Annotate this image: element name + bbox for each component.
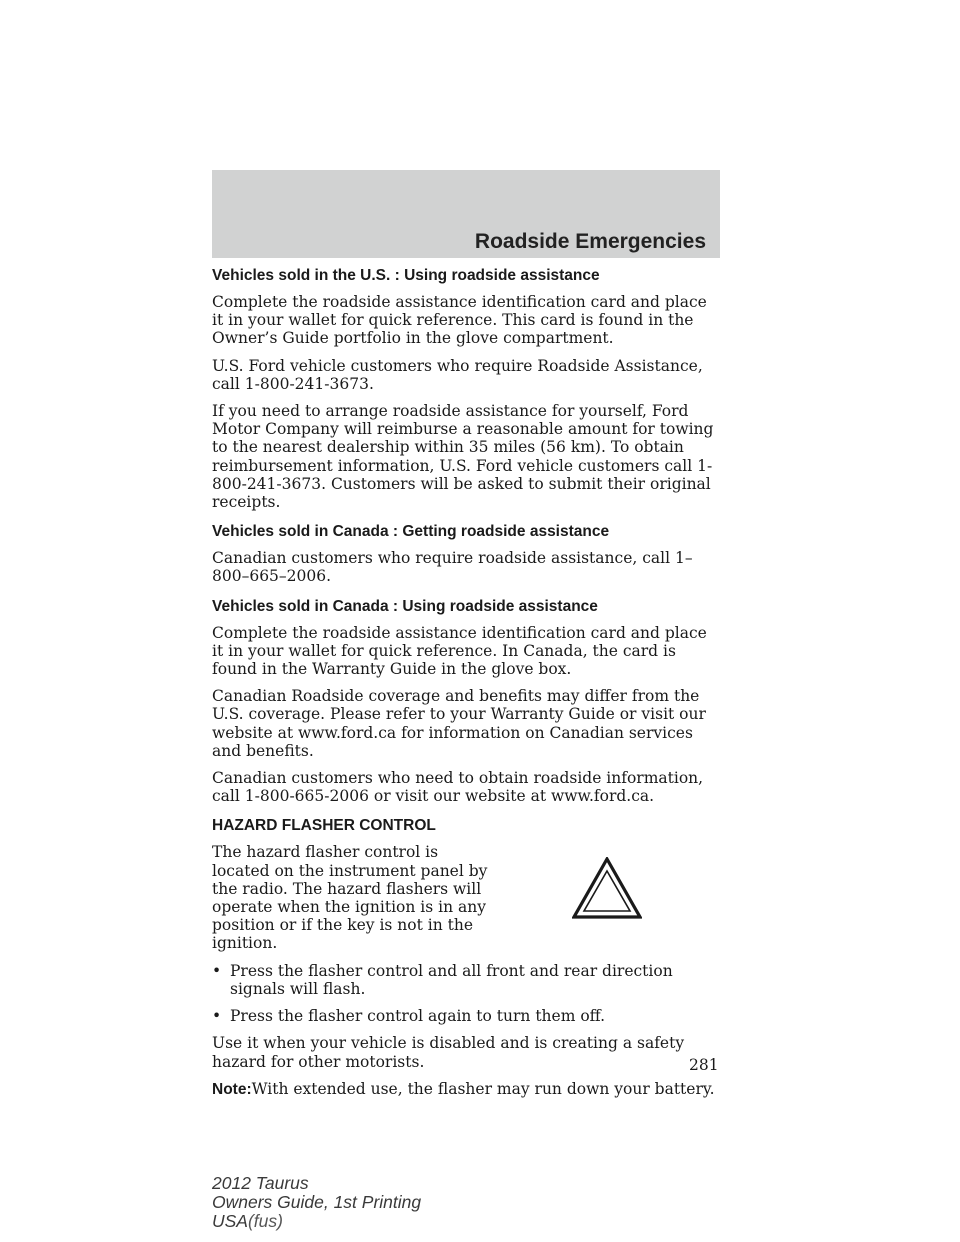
section-header-band [212,170,720,258]
hazard-intro-block [212,843,722,952]
canada-getting-paragraph-1: Canadian customers who require roadside assistance, call 1–800–665–2006. [212,549,693,586]
hazard-intro-paragraph: The hazard flasher control is located on the instrument panel by the radio. The hazard flashers will operate when the ignition is in any position or if the key is not in the ignition. [212,843,488,953]
section-title: Roadside Emergencies [474,230,706,253]
bullet-dot: • [212,1007,222,1026]
us-using-paragraph-2: U.S. Ford vehicle customers who require Roadside Assistance, call 1-800-241-3673. [212,356,703,393]
heading-hazard-flasher: HAZARD FLASHER CONTROL [212,817,436,835]
hazard-use-paragraph: Use it when your vehicle is disabled and is creating a safety hazard for other motorists. [212,1034,685,1071]
hazard-bullet-1 [212,962,722,998]
heading-canada-getting: Vehicles sold in Canada : Getting roadside assistance [212,523,610,541]
footer-line-3 [212,1212,421,1231]
us-using-paragraph-3: If you need to arrange roadside assistance for yourself, Ford Motor Company will reimburse a reasonable amount for towing to the nearest dealership within 35 miles (56 km). To obtain reimbursement information, U.S. Ford vehicle customers call 1-800-241-3673. Customers will be asked to submit their original receipts. [212,402,714,512]
hazard-triangle-icon [572,857,642,919]
page-content [212,266,722,1108]
footer-region-code: (fus) [247,1211,283,1231]
canada-using-paragraph-2: Canadian Roadside coverage and benefits may differ from the U.S. coverage. Please refer to your Warranty Guide or visit our website at www.ford.ca for information on Canadian services and benefits. [212,687,706,760]
canada-using-paragraph-1: Complete the roadside assistance identification card and place it in your wallet for quick reference. In Canada, the card is found in the Warranty Guide in the glove box. [212,623,707,679]
canada-using-paragraph-3: Canadian customers who need to obtain roadside information, call 1-800-665-2006 or visit our website at www.ford.ca. [212,769,704,806]
hazard-bullet-2-text: Press the flasher control again to turn them off. [230,1007,606,1026]
note-label: Note: [212,1080,252,1098]
page-number: 281 [689,1056,719,1074]
footer-line-1: 2012 Taurus [212,1173,309,1193]
heading-us-using: Vehicles sold in the U.S. : Using roadside assistance [212,267,600,284]
heading-canada-using: Vehicles sold in Canada : Using roadside assistance [212,597,598,615]
footer-edition [212,1174,421,1231]
hazard-bullet-2 [212,1007,722,1025]
us-using-paragraph-1: Complete the roadside assistance identification card and place it in your wallet for quick reference. This card is found in the Owner’s Guide portfolio in the glove compartment. [212,293,707,348]
footer-region: USA [212,1211,248,1231]
hazard-bullet-1-text: Press the flasher control and all front and rear direction signals will flash. [230,961,673,998]
hazard-note [212,1080,722,1099]
footer-line-2: Owners Guide, 1st Printing [212,1192,422,1212]
note-text: With extended use, the flasher may run down your battery. [251,1079,715,1098]
bullet-dot: • [212,961,222,980]
